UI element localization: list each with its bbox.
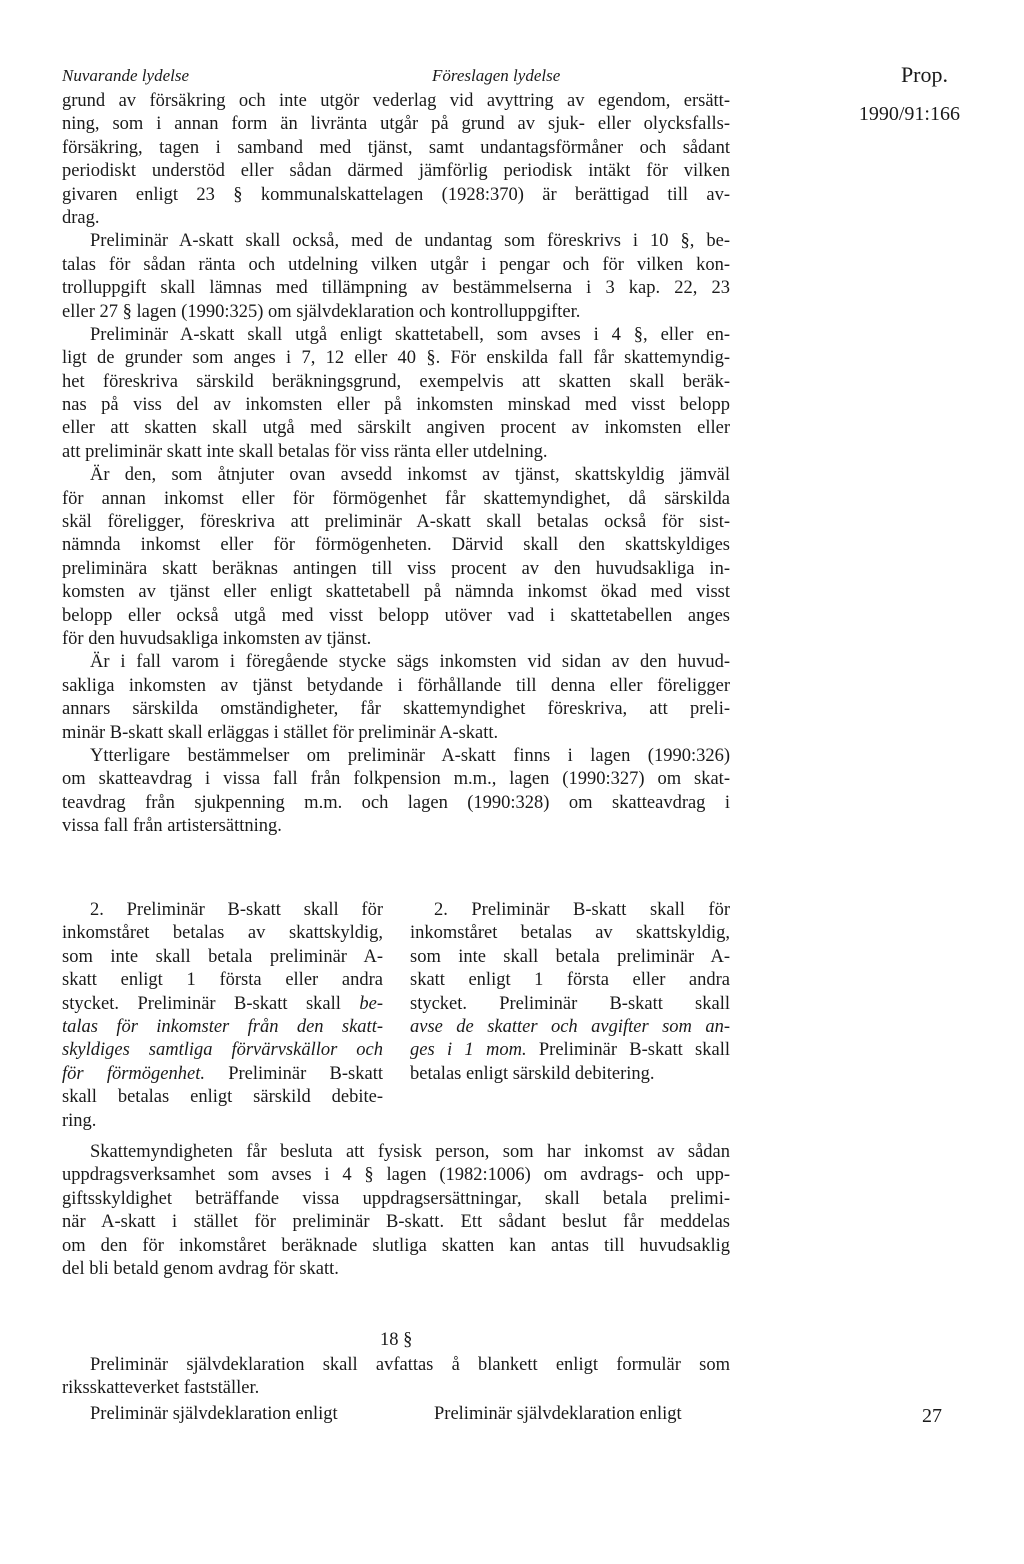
- page-number: 27: [922, 1405, 942, 1427]
- body-line: Är den, som åtnjuter ovan avsedd inkomst av tjänst, skattskyldig jämväl: [90, 465, 730, 486]
- proposed-col-italic: ges i 1 mom.: [410, 1040, 527, 1061]
- body-line: om skatteavdrag i vissa fall från folkpension m.m., lagen (1990:327) om skat-: [62, 769, 730, 790]
- body-line: givaren enligt 23 § kommunalskattelagen (1928:370) är berättigad till av-: [62, 184, 730, 205]
- body-line: drag.: [62, 207, 100, 228]
- body-line: för annan inkomst eller för förmögenhet får skattemyndighet, då särskilda: [62, 488, 730, 509]
- proposed-col-line: avse de skatter och avgifter som an-: [410, 1016, 730, 1037]
- body-line: del bli betald genom avdrag för skatt.: [62, 1258, 339, 1279]
- body-line: nas på viss del av inkomsten eller på inkomsten minskad med visst belopp: [62, 395, 730, 416]
- body-line: om den för inkomståret beräknade slutliga skatten kan antas till huvudsaklig: [62, 1235, 730, 1256]
- proposed-col-line: betalas enligt särskild debitering.: [410, 1063, 655, 1084]
- current-col-line: skall betalas enligt särskild debite-: [62, 1087, 383, 1108]
- current-col-text: Preliminär B-skatt: [204, 1063, 383, 1084]
- body-line: uppdragsverksamhet som avses i 4 § lagen (1982:1006) om avdrags- och upp-: [62, 1165, 730, 1186]
- current-col-italic: be-: [359, 993, 383, 1014]
- current-col-text: stycket. Preliminär B-skatt skall: [62, 993, 360, 1014]
- body-line: sakliga inkomsten av tjänst betydande i förhållande till denna eller föreligger: [62, 675, 730, 696]
- current-col-line: som inte skall betala preliminär A-: [62, 946, 383, 967]
- body-line: att preliminär skatt inte skall betalas för viss ränta eller utdelning.: [62, 441, 548, 462]
- current-col-line: 2. Preliminär B-skatt skall för: [90, 900, 383, 920]
- section-text: [62, 1354, 730, 1401]
- body-line: periodiskt understöd eller sådan därmed jämförlig periodisk intäkt för vilken: [62, 161, 730, 182]
- current-col-line: talas för inkomster från den skatt-: [62, 1016, 383, 1037]
- body-line: komsten av tjänst eller enligt skattetabell på nämnda inkomst ökad med visst: [62, 582, 730, 603]
- body-line: när A-skatt i stället för preliminär B-skatt. Ett sådant beslut får meddelas: [62, 1212, 730, 1233]
- body-line: ning, som i annan form än livränta utgår på grund av sjuk- eller olycksfalls-: [62, 114, 730, 135]
- current-wording-column: [62, 899, 383, 1133]
- body-line: belopp eller också utgå med visst belopp utöver vad i skattetabellen anges: [62, 605, 730, 626]
- body-line: eller att skatten skall utgå med särskilt angiven procent av inkomsten eller: [62, 418, 730, 439]
- body-line: Ytterligare bestämmelser om preliminär A-skatt finns i lagen (1990:326): [90, 745, 730, 766]
- body-line: skäl föreligger, föreskriva att preliminär A-skatt skall betalas också för sist-: [62, 512, 730, 533]
- proposed-col-line: [410, 1039, 730, 1062]
- body-line: Preliminär A-skatt skall utgå enligt skattetabell, som avses i 4 §, eller en-: [90, 324, 730, 345]
- proposed-col-line: som inte skall betala preliminär A-: [410, 946, 730, 967]
- body-line: ligt de grunder som anges i 7, 12 eller 40 §. För enskilda fall får skattemyndig-: [62, 348, 730, 369]
- body-line: talas för sådan ränta och utdelning vilken utgår i pengar och för vilken kon-: [62, 254, 730, 275]
- body-line: vissa fall från artistersättning.: [62, 816, 282, 837]
- body-line: eller 27 § lagen (1990:325) om självdeklaration och kontrolluppgifter.: [62, 301, 581, 322]
- body-line: Preliminär A-skatt skall också, med de undantag som föreskrivs i 10 §, be-: [90, 231, 730, 252]
- body-line: nämnda inkomst eller för förmögenheten. Därvid skall den skattskyldiges: [62, 535, 730, 556]
- body-line: riksskatteverket fastställer.: [62, 1378, 260, 1399]
- section-heading: 18 §: [380, 1330, 413, 1350]
- current-col-line: skatt enligt 1 första eller andra: [62, 970, 383, 991]
- body-line: het föreskriva särskild beräkningsgrund, exempelvis att skatten skall beräk-: [62, 371, 730, 392]
- current-wording-header: Nuvarande lydelse: [62, 66, 189, 85]
- body-line: teavdrag från sjukpenning m.m. och lagen (1990:328) om skatteavdrag i: [62, 792, 730, 813]
- body-line: Preliminär självdeklaration skall avfattas å blankett enligt formulär som: [90, 1355, 730, 1375]
- prop-number: 1990/91:166: [858, 103, 960, 125]
- current-col-bottom: Preliminär självdeklaration enligt: [90, 1404, 338, 1424]
- proposed-wording-header: Föreslagen lydelse: [432, 66, 561, 85]
- current-col-line: [62, 1063, 383, 1086]
- current-col-line: skyldiges samtliga förvärvskällor och: [62, 1040, 383, 1061]
- proposed-col-line: skatt enligt 1 första eller andra: [410, 970, 730, 991]
- body-line: minär B-skatt skall erläggas i stället för preliminär A-skatt.: [62, 722, 499, 743]
- proposed-wording-column: [410, 899, 730, 1086]
- body-line: Skattemyndigheten får besluta att fysisk person, som har inkomst av sådan: [90, 1142, 730, 1162]
- body-line: preliminära skatt beräknas antingen till viss procent av den huvudsakliga in-: [62, 558, 730, 579]
- body-line: trolluppgift skall lämnas med tillämpning av bestämmelserna i 3 kap. 22, 23: [62, 278, 730, 299]
- proposed-col-line: inkomståret betalas av skattskyldig,: [410, 923, 730, 944]
- body-line: giftsskyldighet beträffande vissa uppdragsersättningar, skall betala prelimi-: [62, 1188, 730, 1209]
- proposed-col-line: 2. Preliminär B-skatt skall för: [434, 900, 730, 920]
- prop-label: Prop.: [900, 62, 948, 87]
- body-line: Är i fall varom i föregående stycke sägs inkomsten vid sidan av den huvud-: [90, 652, 730, 673]
- proposed-col-text: Preliminär B-skatt skall: [526, 1040, 730, 1061]
- current-col-line: ring.: [62, 1110, 97, 1131]
- proposed-col-line: stycket. Preliminär B-skatt skall: [410, 993, 730, 1014]
- current-col-line: inkomståret betalas av skattskyldig,: [62, 923, 383, 944]
- current-col-italic: för förmögenhet.: [62, 1063, 205, 1084]
- body-line: grund av försäkring och inte utgör vederlag vid avyttring av egendom, ersätt-: [62, 91, 730, 111]
- body-line: annars särskilda omständigheter, får skattemyndighet föreskriva, att preli-: [62, 699, 730, 720]
- continuation-text: [62, 1141, 730, 1281]
- body-line: försäkring, tagen i samband med tjänst, samt undantagsförmåner och sådant: [62, 137, 730, 158]
- current-col-line: [62, 993, 383, 1016]
- proposed-col-bottom: Preliminär självdeklaration enligt: [434, 1404, 682, 1424]
- body-line: för den huvudsakliga inkomsten av tjänst.: [62, 628, 372, 649]
- body-text: [62, 90, 730, 839]
